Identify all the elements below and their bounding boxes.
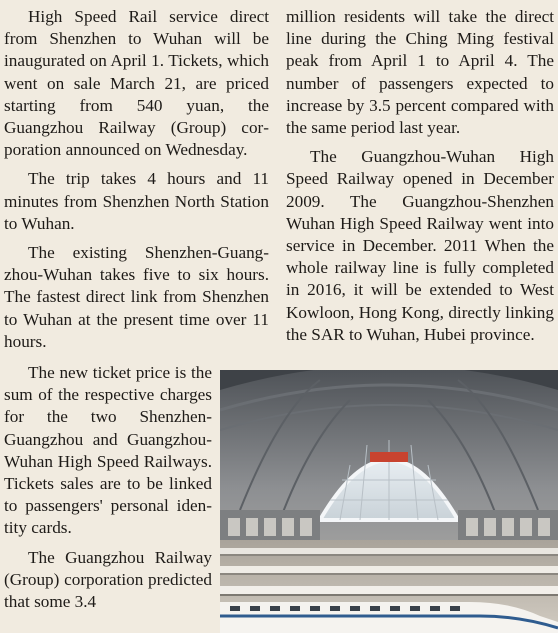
- station-illustration: [220, 370, 558, 633]
- paragraph-4: The new ticket price is the sum of the respective charges for the two Shenzhen-Guangzhou and Guangzhou-Wuhan High Speed Railways. Tickets sales are to be linked to passengers' personal identity cards.: [4, 363, 212, 538]
- article-column-right: [286, 6, 554, 353]
- paragraph-6: The Guangzhou-Wuhan High Speed Railway opened in December 2009. The Guangzhou-Shenzhen Wuhan High Speed Railway went into service in December. 2011 When the whole railway line is fully completed in 2016, it will be extended to West Kowloon, Hong Kong, directly linking the SAR to Wuhan, Hubei province.: [286, 147, 554, 344]
- paragraph-1: High Speed Rail service direct from Shenzhen to Wuhan will be inaugurated on April 1. Tickets, which went on sale March 21, are priced starting from 540 yuan, the Guangzhou Railway (Group) corporation announced on Wednesday.: [4, 7, 269, 160]
- article-column-left-narrow: [4, 362, 212, 620]
- paragraph-2: The trip takes 4 hours and 11 minutes from Shenzhen North Station to Wuhan.: [4, 169, 269, 233]
- railway-station-photo: [220, 370, 558, 633]
- article-column-left: [4, 6, 269, 360]
- paragraph-5-continued: million residents will take the direct line during the Ching Ming festival peak from April 1 to April 4. The number of passengers expected to increase by 3.5 percent compared with the same period last year.: [286, 7, 554, 138]
- paragraph-3: The existing Shenzhen-Guangzhou-Wuhan takes five to six hours. The fastest direct link from Shenzhen to Wuhan at the present time over 11 hours.: [4, 243, 269, 351]
- paragraph-5: The Guangzhou Railway (Group) corporation predicted that some 3.4: [4, 547, 212, 612]
